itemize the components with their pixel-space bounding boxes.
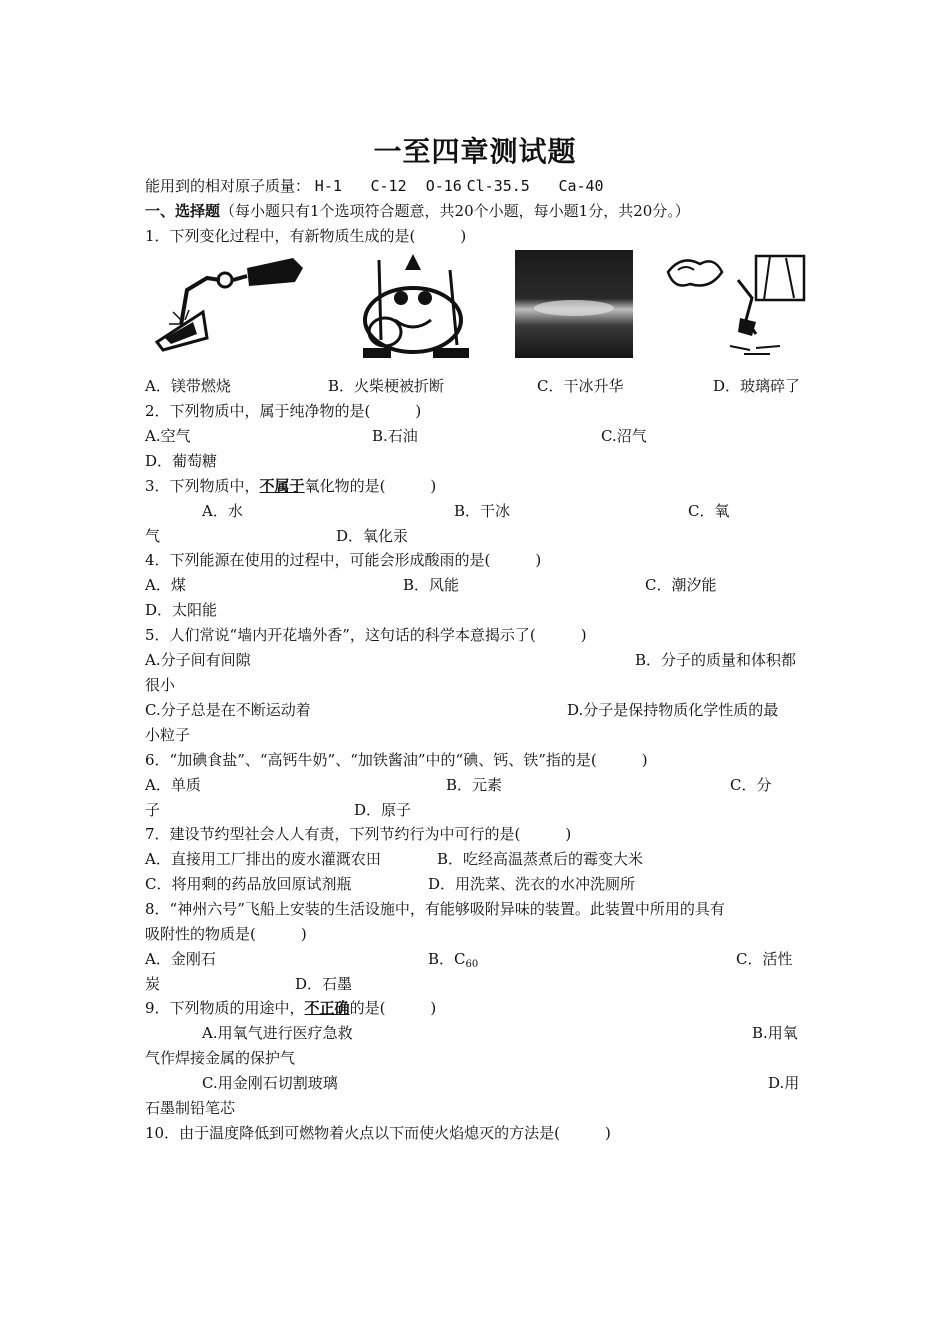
q9-option-c: C.用金刚石切割玻璃 (202, 1074, 338, 1092)
q5-option-a: A.分子间有间隙 (145, 651, 251, 669)
q9-option-d-cont: 石墨制铅笔芯 (145, 1099, 236, 1117)
question-8-stem: 8．“神州六号”飞船上安装的生活设施中，有能够吸附异味的装置。此装置中所用的具有 (145, 900, 725, 918)
q3-option-b: B．干冰 (454, 502, 511, 520)
q7-option-b: B．吃经高温蒸煮后的霉变大米 (437, 850, 644, 868)
q9-stem-emphasis: 不正确 (304, 999, 350, 1017)
q6-option-b: B．元素 (446, 776, 503, 794)
q2-option-b: B.石油 (372, 427, 418, 445)
q2-option-a: A.空气 (145, 427, 191, 445)
q7-option-d: D．用洗菜、洗衣的水冲洗厕所 (428, 875, 636, 893)
q5-option-d-cont: 小粒子 (145, 726, 191, 744)
broken-match-illustration (345, 250, 480, 360)
mass-ca: Ca-40 (558, 177, 604, 195)
mass-o: O-16 (425, 177, 462, 195)
broken-glass-illustration (660, 250, 810, 360)
question-9-stem (145, 997, 436, 1019)
question-3-stem (145, 475, 436, 497)
question-1-stem: 1．下列变化过程中，有新物质生成的是( ) (145, 227, 467, 245)
atomic-mass-label: 能用到的相对原子质量： (145, 177, 311, 195)
q4-option-d: D．太阳能 (145, 601, 218, 619)
q8-option-b-subscript: 60 (465, 959, 479, 970)
mass-h: H-1 (314, 177, 342, 195)
q6-option-c: C．分 (730, 776, 772, 794)
q8-option-b (428, 948, 478, 976)
q2-option-d: D．葡萄糖 (145, 452, 218, 470)
q3-stem-pre: 3．下列物质中， (145, 477, 260, 495)
q1-option-a: A．镁带燃烧 (145, 377, 231, 395)
atomic-mass-line (145, 175, 604, 197)
question-6-stem: 6．“加碘食盐”、“高钙牛奶”、“加铁酱油”中的“碘、钙、铁”指的是( ) (145, 751, 648, 769)
q5-option-c: C.分子总是在不断运动着 (145, 701, 311, 719)
q5-option-b: B．分子的质量和体积都 (635, 651, 797, 669)
q9-option-b: B.用氧 (752, 1024, 798, 1042)
q5-option-b-cont: 很小 (145, 676, 176, 694)
question-5-stem: 5．人们常说“墙内开花墙外香”，这句话的科学本意揭示了( ) (145, 626, 587, 644)
q9-stem-post: 的是( ) (349, 999, 437, 1017)
q8-option-c-cont: 炭 (145, 975, 161, 993)
q4-option-c: C．潮汐能 (645, 576, 717, 594)
q3-stem-post: 氧化物的是( ) (304, 477, 437, 495)
q1-option-d: D．玻璃碎了 (713, 377, 801, 395)
q5-option-d: D.分子是保持物质化学性质的最 (567, 701, 779, 719)
section-note: （每小题只有1个选项符合题意，共20个小题，每小题1分，共20分。） (220, 202, 690, 220)
q9-stem-pre: 9．下列物质的用途中， (145, 999, 305, 1017)
dry-ice-sublimation-photo (515, 250, 633, 358)
q4-option-a: A．煤 (145, 576, 186, 594)
q1-option-c: C．干冰升华 (537, 377, 624, 395)
q8-option-c: C．活性 (736, 950, 793, 968)
q8-option-b-text: B．C (428, 950, 466, 968)
q6-option-d: D．原子 (354, 801, 412, 819)
q3-option-c-cont: 气 (145, 527, 161, 545)
q4-option-b: B．风能 (403, 576, 460, 594)
q3-stem-emphasis: 不属于 (259, 477, 305, 495)
q8-option-d: D．石墨 (295, 975, 353, 993)
section-heading: 一、选择题 (145, 202, 221, 220)
question-7-stem: 7．建设节约型社会人人有责，下列节约行为中可行的是( ) (145, 825, 572, 843)
question-8-stem-cont: 吸附性的物质是( ) (145, 925, 307, 943)
q9-option-d: D.用 (768, 1074, 800, 1092)
q8-option-a: A．金刚石 (145, 950, 216, 968)
q7-option-a: A．直接用工厂排出的废水灌溉农田 (145, 850, 381, 868)
q3-option-d: D．氧化汞 (336, 527, 409, 545)
q7-option-c: C．将用剩的药品放回原试剂瓶 (145, 875, 352, 893)
q9-option-a: A.用氧气进行医疗急救 (202, 1024, 353, 1042)
q6-option-c-cont: 子 (145, 801, 161, 819)
question-10-stem: 10．由于温度降低到可燃物着火点以下而使火焰熄灭的方法是( ) (145, 1124, 611, 1142)
q6-option-a: A．单质 (145, 776, 201, 794)
burning-magnesium-illustration (145, 250, 310, 360)
q3-option-a: A．水 (202, 502, 243, 520)
section-heading-line (145, 200, 690, 222)
mass-cl: Cl-35.5 (466, 177, 530, 195)
question-4-stem: 4．下列能源在使用的过程中，可能会形成酸雨的是( ) (145, 551, 542, 569)
q2-option-c: C.沼气 (601, 427, 647, 445)
question-2-stem: 2．下列物质中，属于纯净物的是( ) (145, 402, 422, 420)
page-title: 一至四章测试题 (373, 135, 577, 168)
q3-option-c: C．氧 (688, 502, 730, 520)
q9-option-b-cont: 气作焊接金属的保护气 (145, 1049, 296, 1067)
q1-option-b: B．火柴梗被折断 (328, 377, 445, 395)
mass-c: C-12 (370, 177, 407, 195)
